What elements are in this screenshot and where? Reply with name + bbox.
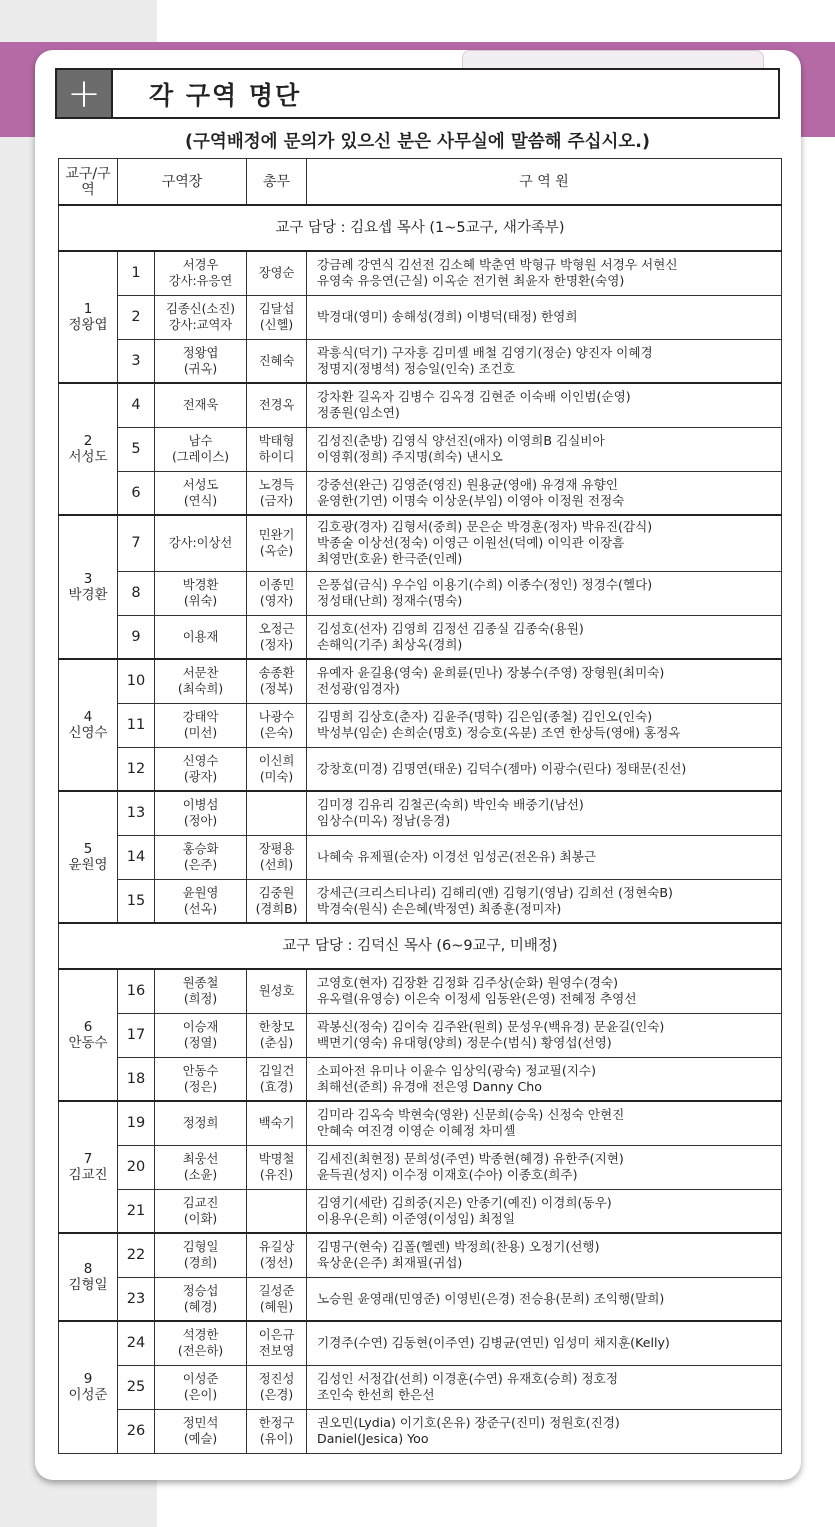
leader-cell: 강태악 (미선) xyxy=(155,703,247,747)
table-row xyxy=(59,703,782,747)
zone-number-cell: 1 xyxy=(118,251,155,295)
members-cell: 김성인 서정갑(선희) 이경훈(수연) 유재호(승희) 정호정 조인숙 한선희 한은선 xyxy=(307,1365,782,1409)
pastor-row xyxy=(59,205,782,251)
table-body xyxy=(59,205,782,1453)
zone-number-cell: 2 xyxy=(118,295,155,339)
members-cell: 김명희 김상호(춘자) 김윤주(명학) 김은임(종철) 김인오(인숙) 박성부(임순) 손희순(명호) 정승호(옥분) 조연 한상득(영애) 홍정옥 xyxy=(307,703,782,747)
district-cell: 1 정왕엽 xyxy=(59,251,118,383)
table-row xyxy=(59,427,782,471)
table-row xyxy=(59,615,782,659)
column-header-leader: 구역장 xyxy=(118,159,247,206)
secretary-cell: 김중원 (경희B) xyxy=(247,879,307,923)
table-row xyxy=(59,1101,782,1145)
zone-number-cell: 26 xyxy=(118,1409,155,1453)
secretary-cell: 박태형 하이디 xyxy=(247,427,307,471)
leader-cell: 김형일 (경희) xyxy=(155,1233,247,1277)
table-row xyxy=(59,383,782,427)
zone-number-cell: 22 xyxy=(118,1233,155,1277)
district-cell: 6 안동수 xyxy=(59,969,118,1101)
secretary-cell: 정진성 (은경) xyxy=(247,1365,307,1409)
leader-cell: 윤원영 (선옥) xyxy=(155,879,247,923)
leader-cell: 서성도 (연식) xyxy=(155,471,247,515)
zone-number-cell: 25 xyxy=(118,1365,155,1409)
zone-number-cell: 23 xyxy=(118,1277,155,1321)
table-row xyxy=(59,969,782,1013)
members-cell: 김성호(선자) 김영희 김정선 김종실 김종숙(용원) 손해익(기주) 최상옥(경희) xyxy=(307,615,782,659)
table-row xyxy=(59,1365,782,1409)
leader-cell: 이승재 (정열) xyxy=(155,1013,247,1057)
members-cell: 곽봉신(정숙) 김이숙 김주완(원희) 문성우(백유경) 문윤길(인숙) 백면기(영숙) 유대형(양희) 정문수(범식) 황영섭(선영) xyxy=(307,1013,782,1057)
table-row xyxy=(59,295,782,339)
secretary-cell: 박명철 (유진) xyxy=(247,1145,307,1189)
secretary-cell: 길성준 (혜원) xyxy=(247,1277,307,1321)
notice-text: (구역배정에 문의가 있으신 분은 사무실에 말씀해 주십시오.) xyxy=(185,132,650,152)
table-row xyxy=(59,1409,782,1453)
pastor-row xyxy=(59,923,782,969)
table-row xyxy=(59,1013,782,1057)
secretary-cell: 진혜숙 xyxy=(247,339,307,383)
secretary-cell: 장평용 (선희) xyxy=(247,835,307,879)
district-cell: 2 서성도 xyxy=(59,383,118,515)
zone-number-cell: 4 xyxy=(118,383,155,427)
members-cell: 강중선(완근) 김영준(영진) 원용균(영애) 유경재 유향인 윤영한(기연) 이명숙 이상운(부임) 이영아 이정원 전정숙 xyxy=(307,471,782,515)
table-row xyxy=(59,879,782,923)
members-cell: 박경대(영미) 송해성(경희) 이병덕(태정) 한영희 xyxy=(307,295,782,339)
zone-number-cell: 17 xyxy=(118,1013,155,1057)
zone-number-cell: 21 xyxy=(118,1189,155,1233)
leader-cell: 서문찬 (최숙희) xyxy=(155,659,247,703)
leader-cell: 정승섭 (혜경) xyxy=(155,1277,247,1321)
column-header-secretary: 총무 xyxy=(247,159,307,206)
secretary-cell: 장영순 xyxy=(247,251,307,295)
leader-cell: 박경환 (위숙) xyxy=(155,571,247,615)
secretary-cell: 오정근 (정자) xyxy=(247,615,307,659)
members-cell: 김미경 김유리 김철곤(숙희) 박인숙 배중기(남선) 임상수(미옥) 정남(응경) xyxy=(307,791,782,835)
secretary-cell: 이신희 (미숙) xyxy=(247,747,307,791)
table-row xyxy=(59,471,782,515)
secretary-cell: 이은규 전보영 xyxy=(247,1321,307,1365)
table-row xyxy=(59,1277,782,1321)
members-cell: 나혜숙 유제필(순자) 이경선 임성곤(전온유) 최봉근 xyxy=(307,835,782,879)
secretary-cell: 한창모 (춘심) xyxy=(247,1013,307,1057)
members-cell: 김영기(세란) 김희중(지은) 안종기(예진) 이경희(동우) 이용우(은희) 이준영(이성임) 최정일 xyxy=(307,1189,782,1233)
secretary-cell xyxy=(247,1189,307,1233)
table-row xyxy=(59,571,782,615)
members-cell: 김세진(최현정) 문희성(주연) 박종현(혜경) 유한주(지현) 윤득권(성지) 이수정 이재호(수아) 이종호(희주) xyxy=(307,1145,782,1189)
zone-number-cell: 15 xyxy=(118,879,155,923)
table-row xyxy=(59,1233,782,1277)
secretary-cell: 나광수 (은숙) xyxy=(247,703,307,747)
leader-cell: 이성준 (은이) xyxy=(155,1365,247,1409)
members-cell: 김명구(현숙) 김폴(헬렌) 박정희(찬용) 오정기(선행) 육상운(은주) 최재필(귀섭) xyxy=(307,1233,782,1277)
secretary-cell: 원성호 xyxy=(247,969,307,1013)
leader-cell: 안동수 (정은) xyxy=(155,1057,247,1101)
secretary-cell: 김달섭 (신헬) xyxy=(247,295,307,339)
leader-cell: 강사:이상선 xyxy=(155,515,247,571)
leader-cell: 이용재 xyxy=(155,615,247,659)
leader-cell: 남수 (그레이스) xyxy=(155,427,247,471)
zone-number-cell: 3 xyxy=(118,339,155,383)
secretary-cell: 송종환 (정복) xyxy=(247,659,307,703)
pastor-label: 교구 담당 : 김요셉 목사 (1~5교구, 새가족부) xyxy=(59,205,782,251)
district-cell: 9 이성준 xyxy=(59,1321,118,1453)
secretary-cell: 전경옥 xyxy=(247,383,307,427)
leader-cell: 홍승화 (은주) xyxy=(155,835,247,879)
district-cell: 5 윤원영 xyxy=(59,791,118,923)
zone-number-cell: 5 xyxy=(118,427,155,471)
zone-number-cell: 12 xyxy=(118,747,155,791)
table-row xyxy=(59,1145,782,1189)
leader-cell: 정정희 xyxy=(155,1101,247,1145)
members-cell: 유예자 윤길용(영숙) 윤희륜(민나) 장봉수(주영) 장형원(최미숙) 전성광(임경자) xyxy=(307,659,782,703)
leader-cell: 이병섬 (정아) xyxy=(155,791,247,835)
table-row xyxy=(59,747,782,791)
table-row xyxy=(59,251,782,295)
table-header-row xyxy=(59,159,782,206)
table-row xyxy=(59,1321,782,1365)
zone-number-cell: 8 xyxy=(118,571,155,615)
secretary-cell: 김일건 (효경) xyxy=(247,1057,307,1101)
members-cell: 강금례 강연식 김선전 김소혜 박춘연 박형규 박형원 서경우 서현신 유영숙 유응연(근실) 이옥순 전기현 최윤자 한명환(숙영) xyxy=(307,251,782,295)
zone-number-cell: 24 xyxy=(118,1321,155,1365)
secretary-cell: 유길상 (정선) xyxy=(247,1233,307,1277)
members-cell: 은풍섭(금식) 우수임 이용기(수희) 이종수(정인) 정경수(헬다) 정성태(난희) 정재수(명숙) xyxy=(307,571,782,615)
zone-number-cell: 10 xyxy=(118,659,155,703)
members-cell: 김성진(춘방) 김영식 양선진(애자) 이영희B 김실비아 이영휘(정희) 주지명(희숙) 낸시오 xyxy=(307,427,782,471)
table-row xyxy=(59,339,782,383)
leader-cell: 전재욱 xyxy=(155,383,247,427)
table-row xyxy=(59,659,782,703)
members-cell: 고영호(현자) 김장환 김정화 김주상(순화) 원영수(경숙) 유옥렬(유영승) 이은숙 이정세 임동완(은영) 전혜정 추영선 xyxy=(307,969,782,1013)
members-cell: 강세근(크리스티나리) 김해리(앤) 김형기(영남) 김희선 (정현숙B) 박경숙(원식) 손은혜(박정연) 최종훈(정미자) xyxy=(307,879,782,923)
zone-number-cell: 7 xyxy=(118,515,155,571)
zone-number-cell: 18 xyxy=(118,1057,155,1101)
zone-number-cell: 13 xyxy=(118,791,155,835)
members-cell: 곽흥식(덕기) 구자흥 김미셸 배철 김영기(정순) 양진자 이혜경 정명지(정병석) 정승일(인숙) 조건호 xyxy=(307,339,782,383)
secretary-cell: 노경득 (금자) xyxy=(247,471,307,515)
section-header xyxy=(55,68,780,119)
plus-icon: + xyxy=(57,70,113,117)
leader-cell: 김교진 (이화) xyxy=(155,1189,247,1233)
leader-cell: 최웅선 (소윤) xyxy=(155,1145,247,1189)
members-cell: 기경주(수연) 김동현(이주연) 김병균(연민) 임성미 채지훈(Kelly) xyxy=(307,1321,782,1365)
zone-number-cell: 16 xyxy=(118,969,155,1013)
pastor-label: 교구 담당 : 김덕신 목사 (6~9교구, 미배정) xyxy=(59,923,782,969)
members-cell: 소피아전 유미나 이윤수 임상익(광숙) 정교필(지수) 최해선(준희) 유경애 전은영 Danny Cho xyxy=(307,1057,782,1101)
zone-number-cell: 14 xyxy=(118,835,155,879)
secretary-cell: 한정구 (유이) xyxy=(247,1409,307,1453)
members-cell: 권오민(Lydia) 이기호(온유) 장준구(진미) 정원호(진경) Daniel(Jesica) Yoo xyxy=(307,1409,782,1453)
leader-cell: 정민석 (예슬) xyxy=(155,1409,247,1453)
district-cell: 4 신영수 xyxy=(59,659,118,791)
table-row xyxy=(59,515,782,571)
leader-cell: 정왕엽 (귀옥) xyxy=(155,339,247,383)
page-title: 각 구역 명단 xyxy=(149,80,302,110)
district-table xyxy=(58,158,782,1454)
members-cell: 김호광(경자) 김형서(중희) 문은순 박경훈(정자) 박유진(감식) 박종술 이상선(정숙) 이영근 이원선(덕예) 이익관 이장흠 최영만(호윤) 한극준(인례) xyxy=(307,515,782,571)
zone-number-cell: 11 xyxy=(118,703,155,747)
members-cell: 노승원 윤영래(민영준) 이영빈(은경) 전승용(문희) 조익행(말희) xyxy=(307,1277,782,1321)
zone-number-cell: 19 xyxy=(118,1101,155,1145)
zone-number-cell: 20 xyxy=(118,1145,155,1189)
leader-cell: 석경한 (전은하) xyxy=(155,1321,247,1365)
leader-cell: 서경우 강사:유응연 xyxy=(155,251,247,295)
table-row xyxy=(59,791,782,835)
secretary-cell xyxy=(247,791,307,835)
leader-cell: 김종신(소진) 강사:교역자 xyxy=(155,295,247,339)
table-row xyxy=(59,1057,782,1101)
secretary-cell: 이종민 (영자) xyxy=(247,571,307,615)
members-cell: 강차환 길옥자 김병수 김옥경 김현준 이숙배 이인범(순영) 정종원(임소연) xyxy=(307,383,782,427)
secretary-cell: 백숙기 xyxy=(247,1101,307,1145)
column-header-district: 교구/구역 xyxy=(59,159,118,206)
members-cell: 김미라 김옥숙 박현숙(영완) 신문희(승욱) 신정숙 안현진 안혜숙 여진경 이영순 이혜정 차미셸 xyxy=(307,1101,782,1145)
zone-number-cell: 9 xyxy=(118,615,155,659)
leader-cell: 원종철 (희정) xyxy=(155,969,247,1013)
leader-cell: 신영수 (광자) xyxy=(155,747,247,791)
district-cell: 8 김형일 xyxy=(59,1233,118,1321)
district-cell: 3 박경환 xyxy=(59,515,118,659)
district-cell: 7 김교진 xyxy=(59,1101,118,1233)
table-row xyxy=(59,1189,782,1233)
members-cell: 강창호(미경) 김명연(태운) 김덕수(젬마) 이광수(린다) 정태문(진선) xyxy=(307,747,782,791)
column-header-members: 구 역 원 xyxy=(307,159,782,206)
zone-number-cell: 6 xyxy=(118,471,155,515)
table-row xyxy=(59,835,782,879)
secretary-cell: 민완기 (옥순) xyxy=(247,515,307,571)
